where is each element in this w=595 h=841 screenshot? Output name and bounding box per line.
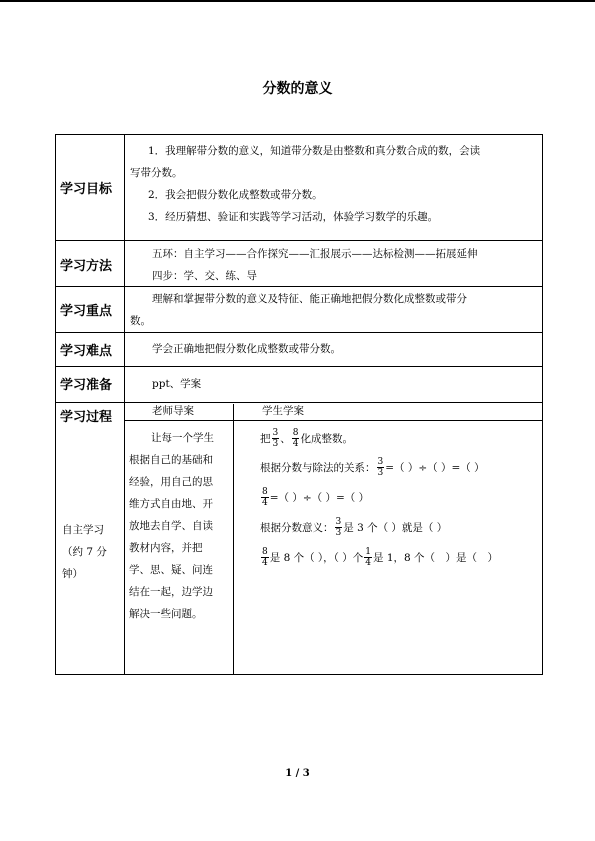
self-study-label: [62, 519, 122, 585]
student-line: $\frac{8}{4}$ 是 8 个（ ），（ ）个 $\frac{1}{4}$ 是 1，8 个（ ）是（ ）: [262, 546, 499, 568]
student-line: 把 $\frac{3}{3}$ 、 $\frac{8}{4}$ 化成整数。: [260, 427, 353, 449]
fraction: $\frac{3}{3}$: [377, 456, 384, 478]
teacher-line: 学、思、疑、问连: [129, 564, 213, 576]
focus-label: 学习重点: [60, 304, 113, 319]
fraction: $\frac{8}{4}$: [262, 546, 268, 568]
method-content: [152, 243, 540, 287]
focus-content: [130, 288, 540, 332]
teacher-line: 维方式自由地、开: [129, 498, 213, 510]
teacher-line: 让每一个学生: [151, 432, 214, 444]
self-study-label-line: （约 7 分: [62, 546, 107, 558]
prep-text: ppt、学案: [152, 378, 202, 390]
self-study-label-line: 自主学习: [62, 524, 104, 536]
focus-line: 理解和掌握带分数的意义及特征、能正确地把假分数化成整数或带分: [152, 293, 467, 305]
teacher-column-header: 老师导案: [152, 405, 194, 417]
fraction: $\frac{8}{4}$: [292, 427, 299, 449]
teacher-line: 解决一些问题。: [129, 608, 203, 620]
page-title: 分数的意义: [262, 81, 333, 97]
fraction: $\frac{1}{4}$: [365, 546, 371, 568]
student-line: 根据分数意义： $\frac{3}{3}$ 是 3 个（ ）就是（ ）: [260, 516, 448, 538]
teacher-line: 经验，用自己的思: [129, 476, 213, 488]
difficulty-text: 学会正确地把假分数化成整数或带分数。: [152, 343, 341, 355]
method-line: 四步：学、交、练、导: [152, 270, 257, 282]
prep-label: 学习准备: [60, 378, 113, 393]
page-number: 1 / 3: [285, 768, 310, 779]
method-line: 五环：自主学习——合作探究——汇报展示——达标检测——拓展延伸: [152, 248, 478, 260]
student-line: 根据分数与除法的关系： $\frac{3}{3}$ =（ ）÷（ ）=（ ）: [260, 456, 485, 478]
goals-label: 学习目标: [60, 182, 113, 197]
fraction: $\frac{3}{3}$: [335, 516, 342, 538]
teacher-line: 结在一起，边学边: [129, 586, 213, 598]
fraction: $\frac{3}{3}$: [272, 427, 279, 449]
process-label: 学习过程: [60, 410, 113, 425]
focus-line: 数。: [130, 315, 151, 327]
goal-item: 2．我会把假分数化成整数或带分数。: [148, 189, 323, 201]
teacher-guide: [129, 427, 231, 625]
teacher-line: 放地去自学、自读: [129, 520, 213, 532]
top-rule: [0, 0, 595, 2]
goal-item: 3．经历猜想、验证和实践等学习活动，体验学习数学的乐趣。: [148, 211, 439, 223]
goals-content: [130, 140, 540, 228]
teacher-line: 教材内容，并把: [129, 542, 203, 554]
method-label: 学习方法: [60, 259, 113, 274]
teacher-line: 根据自己的基础和: [129, 454, 213, 466]
fraction: $\frac{8}{4}$: [262, 486, 268, 508]
self-study-label-line: 钟）: [62, 568, 83, 580]
difficulty-label: 学习难点: [60, 344, 113, 359]
goal-item: 写带分数。: [130, 167, 183, 179]
student-column-header: 学生学案: [262, 405, 304, 417]
goal-item: 1．我理解带分数的意义，知道带分数是由整数和真分数合成的数，会读: [148, 145, 481, 157]
student-line: $\frac{8}{4}$ =（ ）÷（ ）=（ ）: [262, 486, 370, 508]
student-worksheet: [260, 424, 540, 572]
